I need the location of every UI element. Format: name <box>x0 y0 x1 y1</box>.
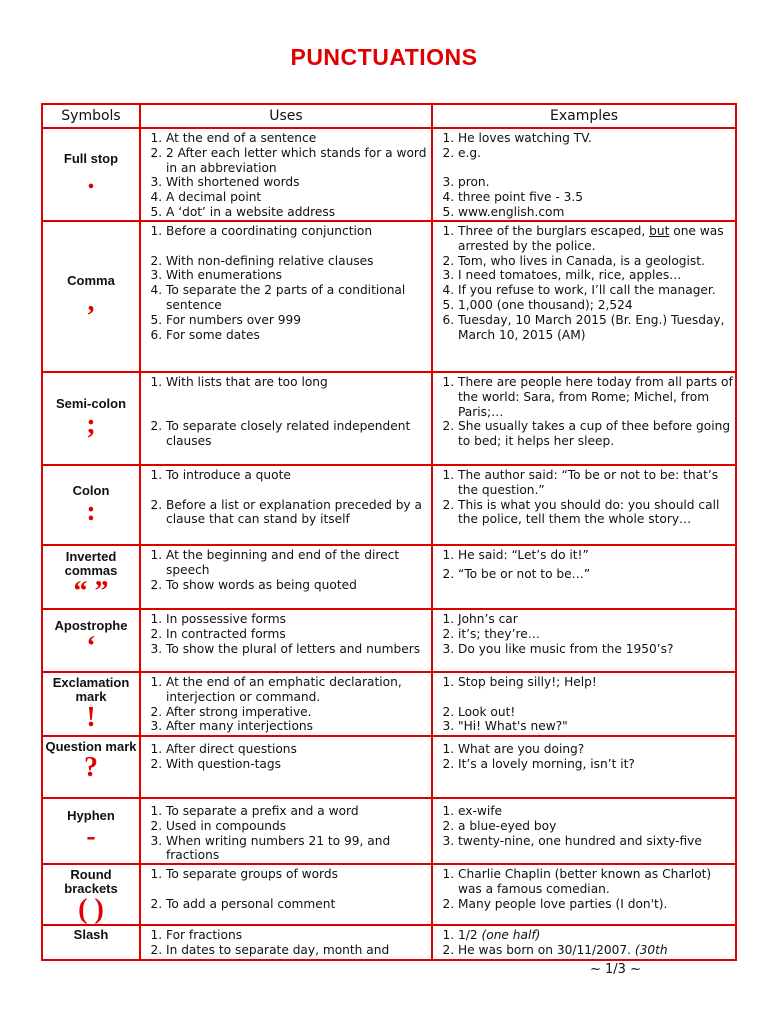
uses-cell <box>140 372 432 465</box>
example-item: 2. it’s; they’re… <box>458 627 733 642</box>
symbol-cell <box>42 798 140 864</box>
example-item: 2. a blue-eyed boy <box>458 819 733 834</box>
use-item: 1. At the end of a sentence <box>166 131 429 146</box>
symbol-name: Full stop <box>63 151 119 166</box>
symbol-name: Round brackets <box>64 867 118 897</box>
example-item: 2. Many people love parties (I don't). <box>458 897 733 912</box>
examples-cell <box>432 609 736 672</box>
examples-cell <box>432 221 736 372</box>
header-uses: Uses <box>140 104 432 128</box>
row-semi-colon <box>42 372 736 465</box>
examples-cell <box>432 372 736 465</box>
use-item: 2. To show words as being quoted <box>166 578 429 593</box>
row-question-mark <box>42 736 736 798</box>
use-item: 1. For fractions <box>166 928 429 943</box>
example-item: 4. three point five - 3.5 <box>458 190 733 205</box>
example-item: 3. Do you like music from the 1950’s? <box>458 642 733 657</box>
uses-cell <box>140 736 432 798</box>
symbol-cell <box>42 864 140 925</box>
example-item: 1. Three of the burglars escaped, but one was arrested by the police. <box>458 224 733 254</box>
example-item: 1. He loves watching TV. <box>458 131 733 146</box>
use-item: 1. In possessive forms <box>166 612 429 627</box>
example-item: 2. She usually takes a cup of thee before going to bed; it helps her sleep. <box>458 419 733 449</box>
example-item: 1. ex-wife <box>458 804 733 819</box>
example-item: 5. www.english.com <box>458 205 733 220</box>
uses-cell <box>140 545 432 609</box>
example-item: 1. Charlie Chaplin (better known as Charlot) was a famous comedian. <box>458 867 733 897</box>
examples-cell <box>432 925 736 960</box>
use-item: 2. With non-defining relative clauses <box>166 254 429 269</box>
colon-glyph: : <box>86 496 96 527</box>
header-examples: Examples <box>432 104 736 128</box>
example-item: 2. e.g. <box>458 146 733 161</box>
example-item: 1. John’s car <box>458 612 733 627</box>
row-slash <box>42 925 736 960</box>
example-item: 6. Tuesday, 10 March 2015 (Br. Eng.) Tuesday, March 10, 2015 (AM) <box>458 313 733 343</box>
question-mark-glyph: ? <box>84 752 98 783</box>
use-item: 5. For numbers over 999 <box>166 313 429 328</box>
uses-cell <box>140 221 432 372</box>
example-item: 1. He said: “Let’s do it!” <box>458 548 733 563</box>
examples-cell <box>432 798 736 864</box>
row-inverted-commas <box>42 545 736 609</box>
punctuation-table <box>41 103 737 961</box>
symbol-cell <box>42 736 140 798</box>
page-number: ~ 1/3 ~ <box>590 962 641 977</box>
header-row <box>42 104 736 128</box>
symbol-name: Apostrophe <box>54 618 128 633</box>
example-item: 2. Tom, who lives in Canada, is a geologist. <box>458 254 733 269</box>
comma-glyph: , <box>87 286 95 317</box>
use-item: 1. At the end of an emphatic declaration, interjection or command. <box>166 675 429 705</box>
example-item: 2. This is what you should do: you should call the police, tell them the whole story… <box>458 498 733 528</box>
use-item: 1. At the beginning and end of the direct speech <box>166 548 429 578</box>
uses-cell <box>140 128 432 221</box>
inverted-commas-glyph: “ ” <box>73 576 109 607</box>
use-item: 1. To introduce a quote <box>166 468 429 483</box>
use-item: 4. A decimal point <box>166 190 429 205</box>
exclamation-mark-glyph: ! <box>86 702 96 733</box>
example-item: 5. 1,000 (one thousand); 2,524 <box>458 298 733 313</box>
use-item: 2. In contracted forms <box>166 627 429 642</box>
symbol-name: Semi-colon <box>55 396 127 411</box>
row-full-stop <box>42 128 736 221</box>
use-item: 3. With enumerations <box>166 268 429 283</box>
use-item: 6. For some dates <box>166 328 429 343</box>
symbol-cell <box>42 925 140 960</box>
symbol-cell <box>42 672 140 736</box>
examples-cell <box>432 736 736 798</box>
example-item: 4. If you refuse to work, I’ll call the manager. <box>458 283 733 298</box>
example-item: 3. I need tomatoes, milk, rice, apples… <box>458 268 733 283</box>
examples-cell <box>432 864 736 925</box>
symbol-cell <box>42 465 140 545</box>
use-item: 4. To separate the 2 parts of a conditional sentence <box>166 283 429 313</box>
symbol-cell <box>42 545 140 609</box>
example-item: 2. It’s a lovely morning, isn’t it? <box>458 757 733 772</box>
symbol-name: Slash <box>73 927 109 943</box>
use-item: 3. When writing numbers 21 to 99, and fractions <box>166 834 429 864</box>
use-item: 2. Before a list or explanation preceded by a clause that can stand by itself <box>166 498 429 528</box>
row-comma <box>42 221 736 372</box>
symbol-name: Colon <box>72 483 110 498</box>
row-hyphen <box>42 798 736 864</box>
use-item: 3. With shortened words <box>166 175 429 190</box>
use-item: 2. With question-tags <box>166 757 429 772</box>
example-item: 1. The author said: “To be or not to be: that’s the question.” <box>458 468 733 498</box>
example-item: 1. There are people here today from all parts of the world: Sara, from Rome; Michel, from Paris;… <box>458 375 733 419</box>
use-item: 1. With lists that are too long <box>166 375 429 390</box>
use-item: 3. To show the plural of letters and numbers <box>166 642 429 657</box>
example-item: 2. “To be or not to be…” <box>458 567 733 582</box>
symbol-name: Exclamation mark <box>52 675 130 704</box>
row-colon <box>42 465 736 545</box>
symbol-cell <box>42 128 140 221</box>
symbol-name: Question mark <box>45 739 137 754</box>
examples-cell <box>432 465 736 545</box>
example-item: 2. He was born on 30/11/2007. (30th <box>458 943 733 958</box>
symbol-cell <box>42 609 140 672</box>
example-item: 1. 1/2 (one half) <box>458 928 733 943</box>
use-item: 3. After many interjections <box>166 719 429 734</box>
semi-colon-glyph: ; <box>86 409 96 440</box>
example-item: 3. "Hi! What's new?" <box>458 719 733 734</box>
use-item: 2. After strong imperative. <box>166 705 429 720</box>
example-item: 3. twenty-nine, one hundred and sixty-five <box>458 834 733 849</box>
use-item: 2. 2 After each letter which stands for a word in an abbreviation <box>166 146 429 176</box>
examples-cell <box>432 672 736 736</box>
symbol-cell <box>42 372 140 465</box>
examples-cell <box>432 128 736 221</box>
uses-cell <box>140 925 432 960</box>
header-symbols: Symbols <box>42 104 140 128</box>
row-exclamation-mark <box>42 672 736 736</box>
examples-cell <box>432 545 736 609</box>
apostrophe-glyph: ‘ <box>86 631 96 662</box>
uses-cell <box>140 864 432 925</box>
page-title: PUNCTUATIONS <box>290 44 478 70</box>
example-item: 1. Stop being silly!; Help! <box>458 675 733 690</box>
use-item: 2. To add a personal comment <box>166 897 429 912</box>
symbol-name: Comma <box>67 273 115 288</box>
symbol-name: Inverted commas <box>64 549 118 578</box>
row-round-brackets <box>42 864 736 925</box>
uses-cell <box>140 609 432 672</box>
use-item: 2. In dates to separate day, month and <box>166 943 429 958</box>
use-item: 2. Used in compounds <box>166 819 429 834</box>
use-item: 1. After direct questions <box>166 742 429 757</box>
row-apostrophe <box>42 609 736 672</box>
use-item: 1. To separate a prefix and a word <box>166 804 429 819</box>
symbol-cell <box>42 221 140 372</box>
round-brackets-glyph: ( ) <box>78 894 104 926</box>
hyphen-glyph: - <box>86 821 96 852</box>
use-item: 1. Before a coordinating conjunction <box>166 224 429 239</box>
example-item: 2. Look out! <box>458 705 733 720</box>
use-item: 1. To separate groups of words <box>166 867 429 882</box>
example-item: 3. pron. <box>458 175 733 190</box>
example-item: 1. What are you doing? <box>458 742 733 757</box>
uses-cell <box>140 672 432 736</box>
full-stop-glyph: . <box>87 164 95 195</box>
symbol-name: Hyphen <box>67 808 115 823</box>
use-item: 5. A ‘dot’ in a website address <box>166 205 429 220</box>
uses-cell <box>140 798 432 864</box>
use-item: 2. To separate closely related independent clauses <box>166 419 429 449</box>
uses-cell <box>140 465 432 545</box>
